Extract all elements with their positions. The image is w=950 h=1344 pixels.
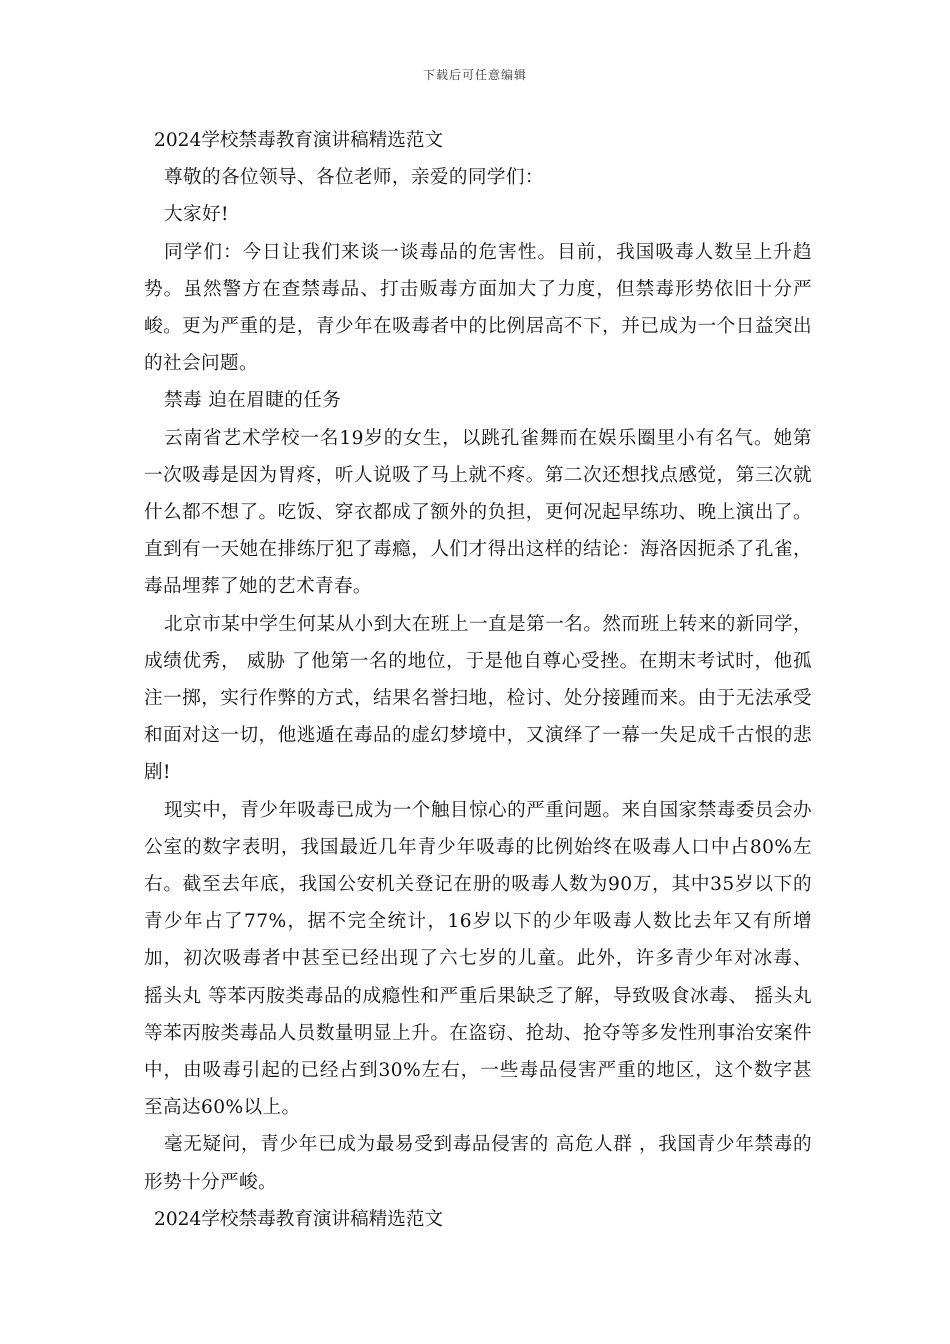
page-header-note: 下载后可任意编辑 [422,68,527,82]
section-heading: 禁毒 迫在眉睫的任务 [164,390,342,412]
paragraph-statistics: 现实中，青少年吸毒已成为一个触目惊心的严重问题。来自国家禁毒委员会办公室的数字表明，我国最近几年青少年吸毒的比例始终在吸毒人口中占80%左右。截至去年底，我国公安机关登记在册的吸毒人数为90万，其中35岁以下的青少年占了77%，据不完全统计，16岁以下的少年吸毒人数比去年又有所增加，初次吸毒者中甚至已经出现了六七岁的儿童。此外，许多青少年对冰毒、 摇头丸 等苯丙胺类毒品的成瘾性和严重后果缺乏了解，导致吸食冰毒、 摇头丸 等苯丙胺类毒品人员数量明显上升。在盗窃、抢劫、抢夺等多发性刑事治安案件中，由吸毒引起的已经占到30%左右，一些毒品侵害严重的地区，这个数字甚至高达60%以上。 [144,799,812,1119]
paragraph-intro: 同学们：今日让我们来谈一谈毒品的危害性。目前，我国吸毒人数呈上升趋势。虽然警方在查禁毒品、打击贩毒方面加大了力度，但禁毒形势依旧十分严峻。更为严重的是，青少年在吸毒者中的比例居高不下，并已成为一个日益突出的社会问题。 [144,241,812,375]
greeting: 大家好! [164,204,229,226]
document-body [144,122,812,1238]
document-title: 2024学校禁毒教育演讲稿精选范文 [154,130,444,151]
paragraph-yunnan-story: 云南省艺术学校一名19岁的女生，以跳孔雀舞而在娱乐圈里小有名气。她第一次吸毒是因为胃疼，听人说吸了马上就不疼。第二次还想找点感觉，第三次就什么都不想了。吃饭、穿衣都成了额外的负担，更何况起早练功、晚上演出了。直到有一天她在排练厅犯了毒瘾，人们才得出这样的结论：海洛因扼杀了孔雀，毒品埋葬了她的艺术青春。 [144,427,812,598]
salutation: 尊敬的各位领导、各位老师，亲爱的同学们： [164,167,544,189]
paragraph-beijing-story: 北京市某中学生何某从小到大在班上一直是第一名。然而班上转来的新同学，成绩优秀， 威胁 了他第一名的地位，于是他自尊心受挫。在期末考试时，他孤注一掷，实行作弊的方式，结果名誉扫地，检讨、处分接踵而来。由于无法承受和面对这一切，他逃遁在毒品的虚幻梦境中，又演绎了一幕一失足成千古恨的悲剧! [144,613,812,784]
paragraph-conclusion: 毫无疑问，青少年已成为最易受到毒品侵害的 高危人群 ，我国青少年禁毒的形势十分严峻。 [144,1134,812,1193]
document-footer-title: 2024学校禁毒教育演讲稿精选范文 [154,1208,444,1230]
